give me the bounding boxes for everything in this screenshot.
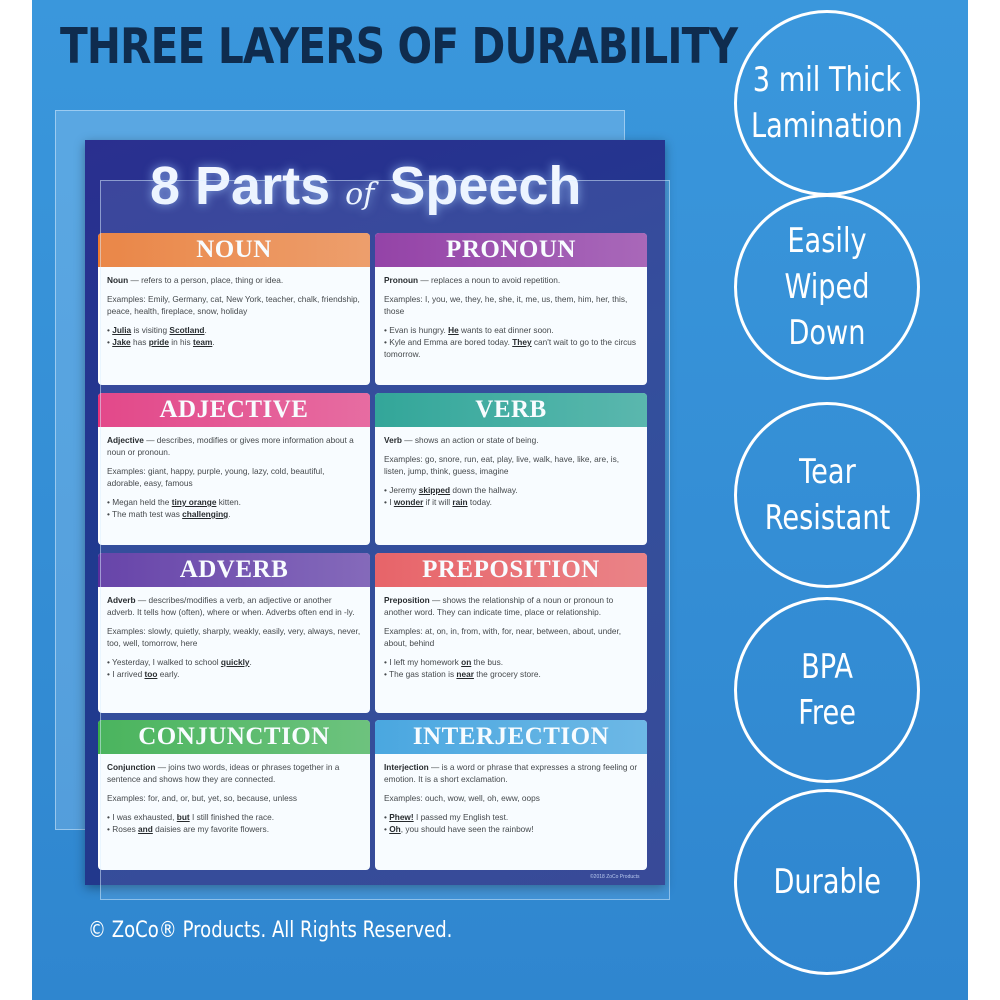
term: Verb	[384, 435, 402, 445]
feature-badge	[734, 10, 920, 196]
examples: Examples: for, and, or, but, yet, so, because, unless	[107, 793, 298, 803]
feature-label: Easily Wiped Down	[784, 221, 870, 353]
examples: Examples: Emily, Germany, cat, New York, teacher, chalk, friendship, peace, health, fireplace, snow, holiday	[107, 294, 360, 316]
term: Interjection	[384, 762, 429, 772]
example-sentence: • I was exhausted, but I still finished the race.	[107, 812, 275, 822]
definition-text: — refers to a person, place, thing or idea.	[128, 275, 284, 285]
title-speech: Speech	[389, 156, 582, 216]
example-sentence: • Evan is hungry. He wants to eat dinner soon.	[384, 325, 554, 335]
example-sentence: • Yesterday, I walked to school quickly.	[107, 657, 252, 667]
examples: Examples: ouch, wow, well, oh, eww, oops	[384, 793, 540, 803]
feature-label: Durable	[773, 862, 881, 902]
term: Pronoun	[384, 275, 419, 285]
examples: Examples: giant, happy, purple, young, lazy, cold, beautiful, adorable, easy, famous	[107, 466, 325, 488]
definition-text: — shows an action or state of being.	[402, 435, 539, 445]
feature-badge	[734, 402, 920, 588]
card-header: ADVERB	[98, 553, 370, 587]
example-sentence: • I arrived too early.	[107, 669, 180, 679]
term: Adverb	[107, 595, 136, 605]
examples: Examples: I, you, we, they, he, she, it, me, us, them, him, her, this, those	[384, 294, 628, 316]
example-sentence: • Jeremy skipped down the hallway.	[384, 485, 518, 495]
example-sentence: • Julia is visiting Scotland.	[107, 325, 207, 335]
example-sentence: • The math test was challenging.	[107, 509, 231, 519]
definition-text: — is a word or phrase that expresses a strong feeling or emotion. It is a short exclamation.	[384, 762, 638, 784]
card-header: CONJUNCTION	[98, 720, 370, 754]
feature-badge	[734, 194, 920, 380]
term: Adjective	[107, 435, 144, 445]
term: Noun	[107, 275, 129, 285]
card-header: NOUN	[98, 233, 370, 267]
example-sentence: • Jake has pride in his team.	[107, 337, 215, 347]
examples: Examples: go, snore, run, eat, play, live, walk, have, like, are, is, listen, jump, think, guess, imagine	[384, 454, 620, 476]
feature-badge	[734, 597, 920, 783]
feature-label: BPA Free	[798, 647, 856, 733]
example-sentence: • Roses and daisies are my favorite flowers.	[107, 824, 270, 834]
examples: Examples: at, on, in, from, with, for, near, between, about, under, about, behind	[384, 626, 622, 648]
title-part: 8 Parts	[150, 156, 331, 216]
example-sentence: • Oh, you should have seen the rainbow!	[384, 824, 534, 834]
poster-copyright: ©2018 ZoCo Products	[590, 874, 640, 880]
lamination-layer-front	[100, 180, 670, 900]
example-sentence: • I left my homework on the bus.	[384, 657, 504, 667]
feature-badge	[734, 789, 920, 975]
card-header: INTERJECTION	[375, 720, 647, 754]
footer-copyright: © ZoCo® Products. All Rights Reserved.	[88, 918, 453, 943]
example-sentence: • Kyle and Emma are bored today. They can't wait to go to the circus tomorrow.	[384, 337, 637, 359]
term: Conjunction	[107, 762, 156, 772]
definition-text: — describes, modifies or gives more information about a noun or pronoun.	[107, 435, 354, 457]
example-sentence: • I wonder if it will rain today.	[384, 497, 492, 507]
headline: THREE LAYERS OF DURABILITY	[60, 18, 738, 75]
example-sentence: • Phew! I passed my English test.	[384, 812, 509, 822]
card-header: VERB	[375, 393, 647, 427]
card-header: PRONOUN	[375, 233, 647, 267]
feature-label: Tear Resistant	[764, 452, 890, 538]
card-header: ADJECTIVE	[98, 393, 370, 427]
definition-text: — replaces a noun to avoid repetition.	[418, 275, 561, 285]
example-sentence: • Megan held the tiny orange kitten.	[107, 497, 241, 507]
definition-text: — describes/modifies a verb, an adjective or another adverb. It tells how (often), where or when. Adverbs often end in -ly.	[107, 595, 355, 617]
example-sentence: • The gas station is near the grocery store.	[384, 669, 541, 679]
definition-text: — shows the relationship of a noun or pronoun to another word. They can indicate time, place or relationship.	[384, 595, 614, 617]
term: Preposition	[384, 595, 430, 605]
feature-label: 3 mil Thick Lamination	[751, 60, 903, 146]
card-header: PREPOSITION	[375, 553, 647, 587]
definition-text: — joins two words, ideas or phrases together in a sentence and shows how they are connected.	[107, 762, 340, 784]
title-of: of	[345, 177, 375, 212]
examples: Examples: slowly, quietly, sharply, weakly, easily, very, always, never, too, well, tomorrow, here	[107, 626, 361, 648]
